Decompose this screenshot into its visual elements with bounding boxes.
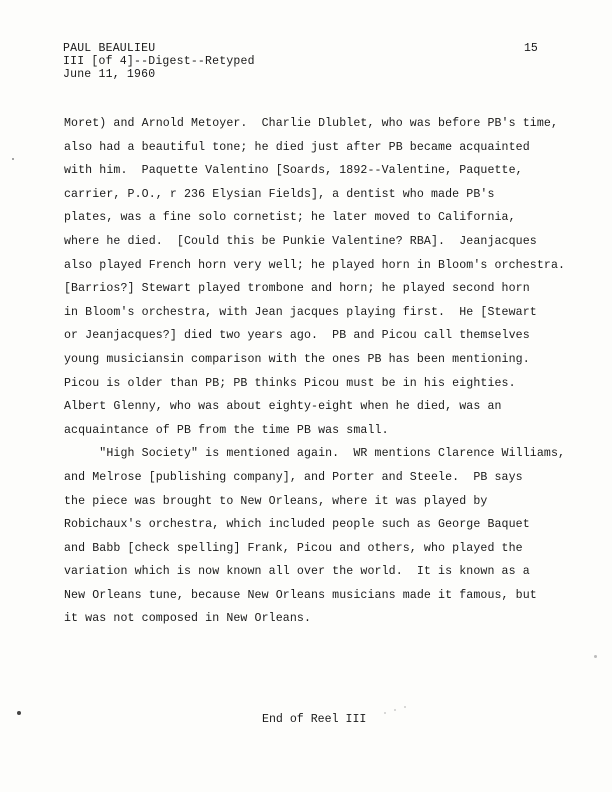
scan-speck: [394, 709, 396, 711]
body-line: Picou is older than PB; PB thinks Picou must be in his eighties.: [64, 376, 516, 390]
body-line: where he died. [Could this be Punkie Valentine? RBA]. Jeanjacques: [64, 234, 537, 248]
body-line: carrier, P.O., r 236 Elysian Fields], a dentist who made PB's: [64, 187, 495, 201]
body-line: Moret) and Arnold Metoyer. Charlie Dlublet, who was before PB's time,: [64, 117, 559, 130]
body-line: and Babb [check spelling] Frank, Picou and others, who played the: [64, 541, 523, 555]
body-line: with him. Paquette Valentino [Soards, 1892--Valentine, Paquette,: [64, 164, 523, 178]
body-line: variation which is now known all over the world. It is known as a: [64, 565, 530, 579]
scan-speck: [384, 712, 386, 714]
scan-speck: [12, 158, 14, 160]
body-line: [Barrios?] Stewart played trombone and horn; he played second horn: [64, 282, 530, 296]
body-line: the piece was brought to New Orleans, where it was played by: [64, 494, 488, 508]
body-line: plates, was a fine solo cornetist; he later moved to California,: [64, 211, 516, 225]
body-line: it was not composed in New Orleans.: [64, 612, 312, 626]
document-body: [64, 112, 584, 631]
end-of-reel-label: End of Reel III: [262, 713, 367, 726]
body-line: and Melrose [publishing company], and Porter and Steele. PB says: [64, 470, 523, 484]
body-line: acquaintance of PB from the time PB was small.: [64, 423, 389, 437]
body-line: in Bloom's orchestra, with Jean jacques playing first. He [Stewart: [64, 305, 537, 319]
page-number: 15: [524, 42, 538, 55]
header-reel-info: III [of 4]--Digest--Retyped: [63, 55, 255, 68]
scan-speck: [594, 655, 597, 658]
scan-speck: [17, 711, 21, 715]
body-line: or Jeanjacques?] died two years ago. PB and Picou call themselves: [64, 329, 530, 343]
body-line: New Orleans tune, because New Orleans musicians made it famous, but: [64, 588, 537, 602]
header-name: PAUL BEAULIEU: [63, 42, 156, 55]
body-line: Robichaux's orchestra, which included people such as George Baquet: [64, 518, 530, 532]
header-date: June 11, 1960: [63, 68, 156, 81]
body-line: "High Society" is mentioned again. WR mentions Clarence Williams,: [64, 447, 566, 461]
body-line: also played French horn very well; he played horn in Bloom's orchestra.: [64, 258, 566, 272]
body-line: Albert Glenny, who was about eighty-eight when he died, was an: [64, 400, 502, 414]
body-line: young musiciansin comparison with the ones PB has been mentioning.: [64, 352, 530, 366]
document-header: [63, 42, 255, 81]
body-line: also had a beautiful tone; he died just after PB became acquainted: [64, 140, 530, 154]
scan-speck: [404, 706, 406, 708]
